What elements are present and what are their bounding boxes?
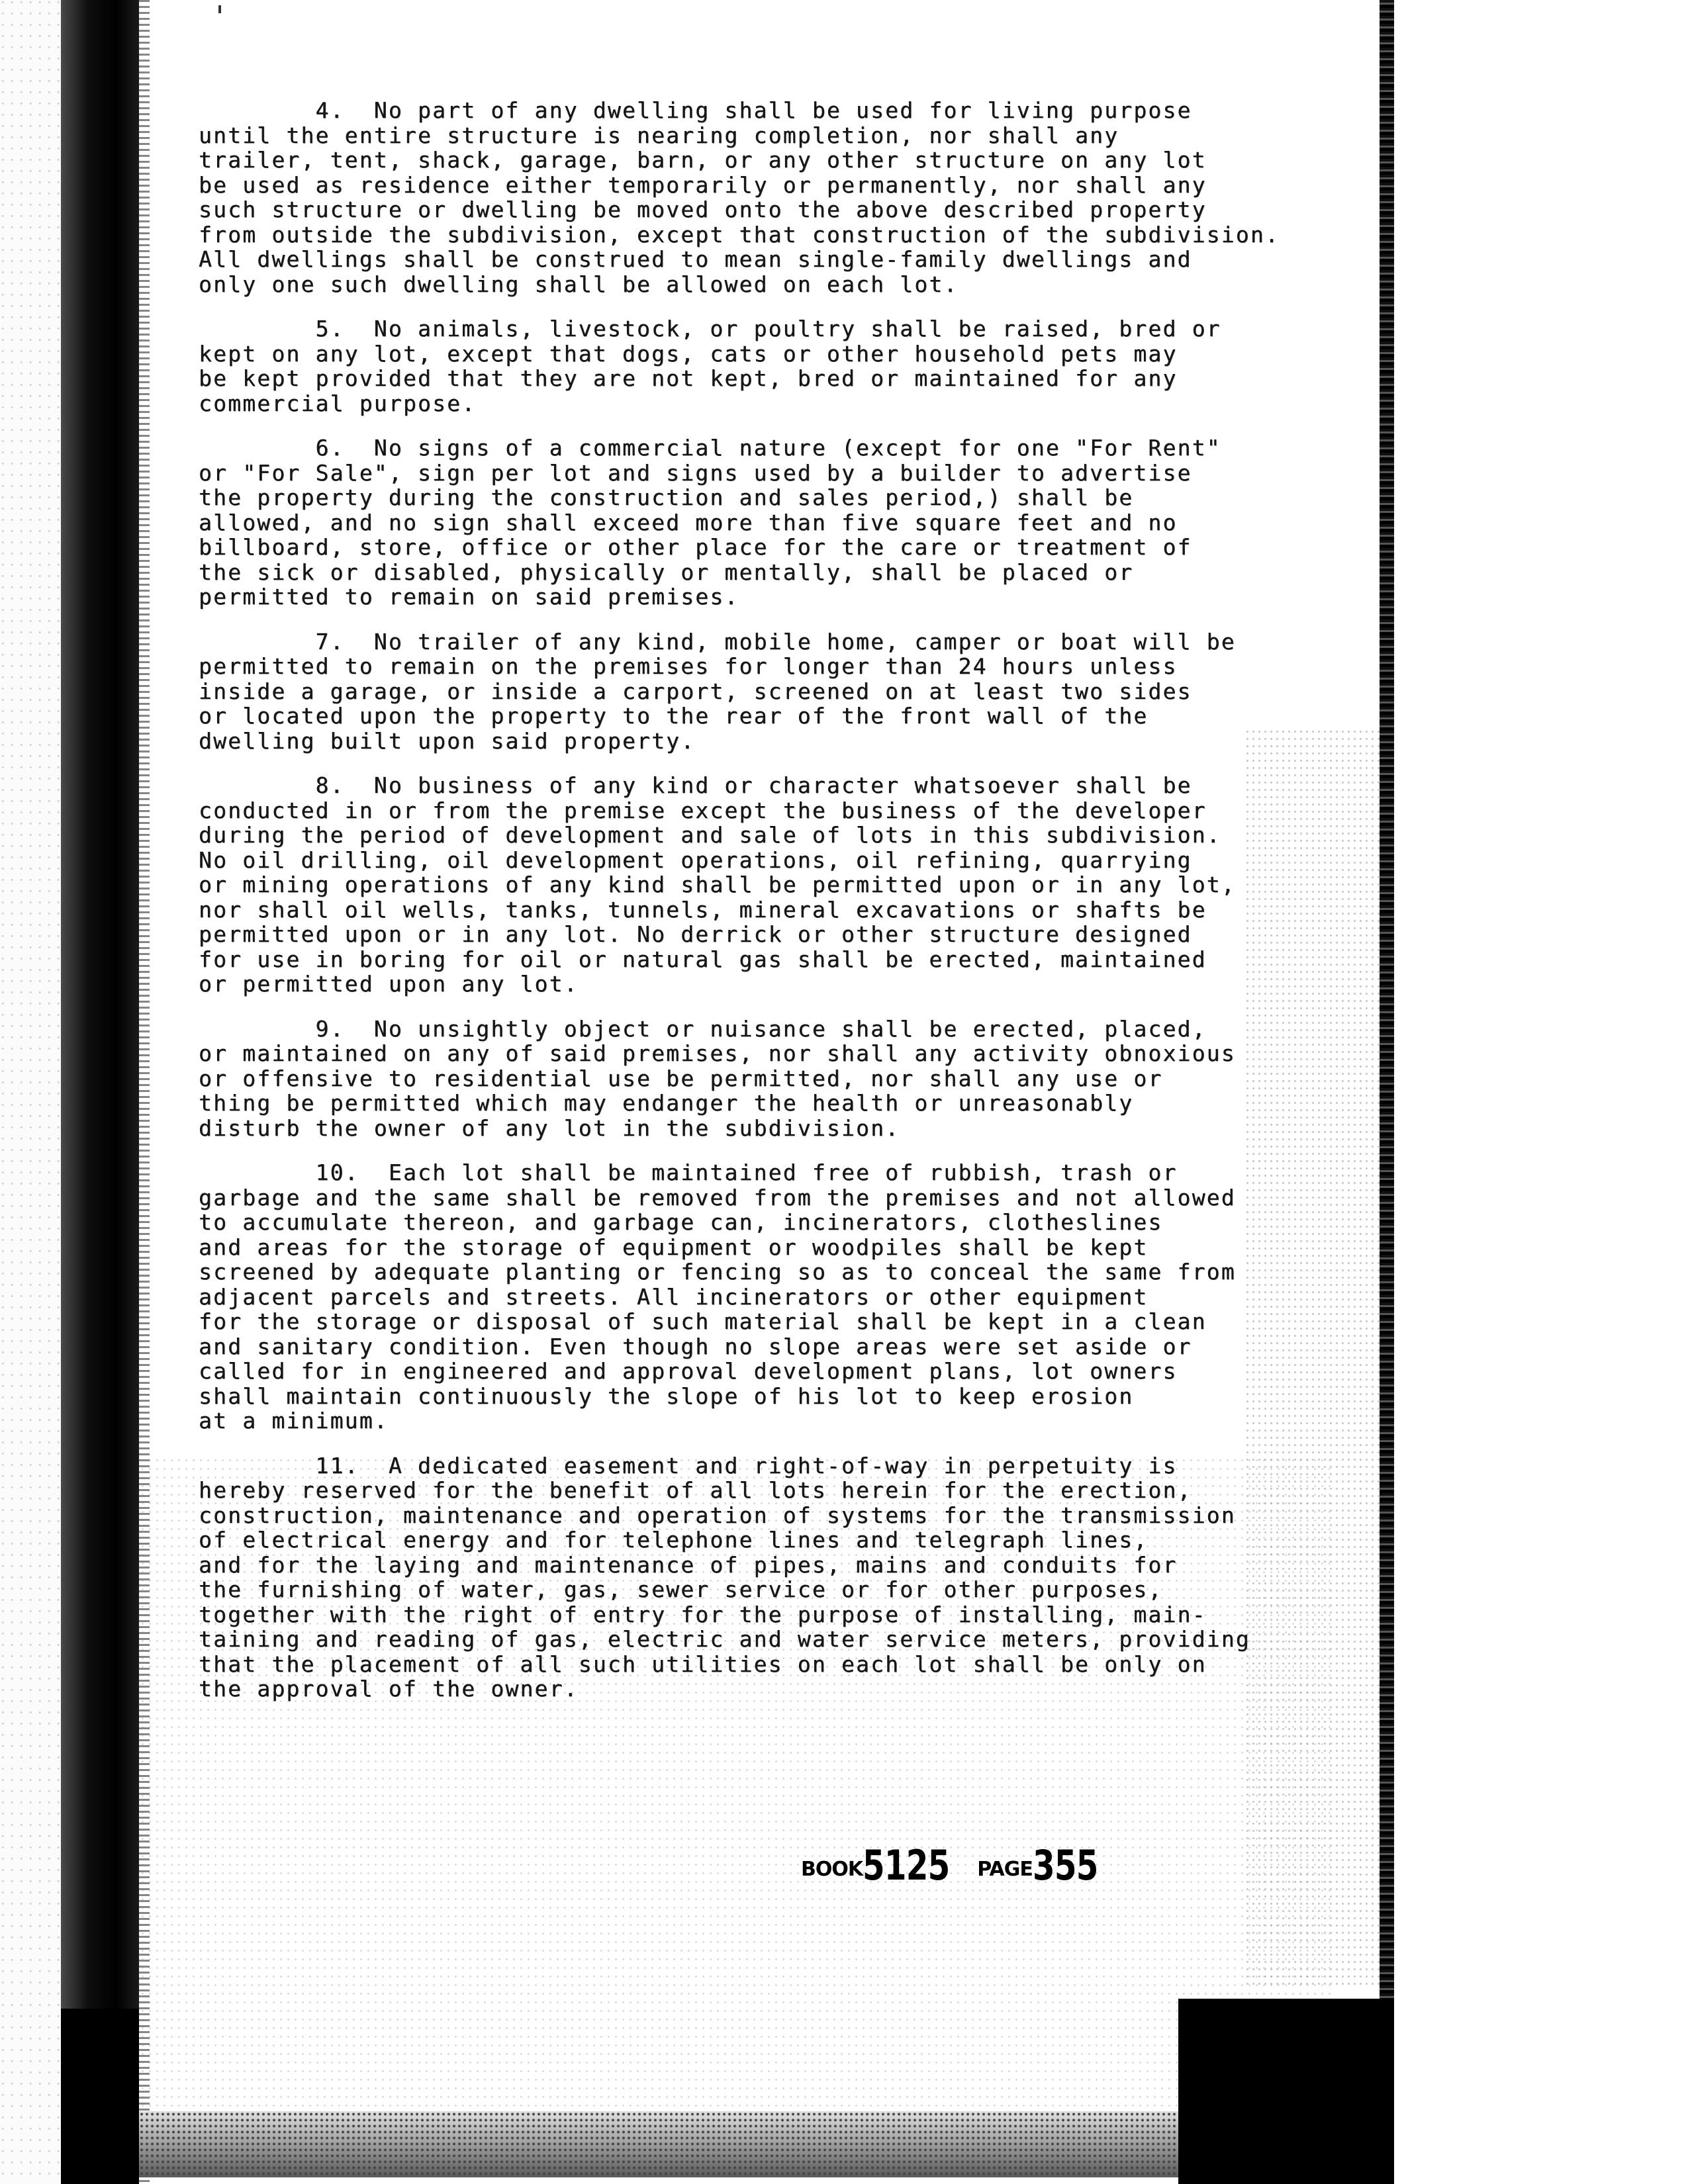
- page-label: PAGE: [977, 1858, 1033, 1881]
- text-line: allowed, and no sign shall exceed more than five square feet and no: [199, 509, 1178, 535]
- text-line: hereby reserved for the benefit of all lots herein for the erection,: [199, 1477, 1192, 1503]
- text-line: during the period of development and sale of lots in this subdivision.: [199, 822, 1221, 848]
- text-line: trailer, tent, shack, garage, barn, or any other structure on any lot: [199, 147, 1207, 173]
- text-line: and for the laying and maintenance of pipes, mains and conduits for: [199, 1551, 1178, 1578]
- text-line: dwelling built upon said property.: [199, 727, 696, 754]
- scan-corner-left: [61, 2009, 139, 2184]
- text-line: to accumulate thereon, and garbage can, incinerators, clotheslines: [199, 1209, 1163, 1235]
- text-line: taining and reading of gas, electric and water service meters, providing: [199, 1626, 1250, 1652]
- text-line: 10. Each lot shall be maintained free of rubbish, trash or: [199, 1160, 1178, 1185]
- text-line: or permitted upon any lot.: [199, 971, 579, 997]
- text-line: kept on any lot, except that dogs, cats or other household pets may: [199, 340, 1178, 367]
- text-line: inside a garage, or inside a carport, screened on at least two sides: [199, 678, 1192, 704]
- page-number: 355: [1032, 1841, 1098, 1889]
- text-line: or located upon the property to the rear of the front wall of the: [199, 703, 1149, 729]
- paragraph-3: [199, 435, 1297, 610]
- text-line: 9. No unsightly object or nuisance shall be erected, placed,: [199, 1015, 1207, 1042]
- text-line: the furnishing of water, gas, sewer service or for other purposes,: [199, 1576, 1163, 1602]
- text-line: nor shall oil wells, tanks, tunnels, mineral excavations or shafts be: [199, 896, 1207, 923]
- paragraph-2: [199, 316, 1297, 416]
- text-line: the property during the construction and sales period,) shall be: [199, 484, 1134, 510]
- text-line: commercial purpose.: [199, 390, 477, 416]
- scan-mark: [218, 5, 221, 13]
- document-body: [199, 98, 1297, 1721]
- text-line: be used as residence either temporarily or permanently, nor shall any: [199, 171, 1207, 198]
- text-line: disturb the owner of any lot in the subdivision.: [199, 1115, 900, 1141]
- scan-margin: [0, 0, 61, 2184]
- text-line: conducted in or from the premise except the business of the developer: [199, 797, 1207, 823]
- text-line: that the placement of all such utilities on each lot shall be only on: [199, 1651, 1207, 1677]
- text-line: of electrical energy and for telephone lines and telegraph lines,: [199, 1527, 1149, 1553]
- scan-corner-right: [1178, 1999, 1394, 2184]
- paragraph-6: [199, 1017, 1297, 1141]
- paragraph-5: [199, 773, 1297, 997]
- text-line: garbage and the same shall be removed from the premises and not allowed: [199, 1184, 1236, 1210]
- text-line: thing be permitted which may endanger the health or unreasonably: [199, 1090, 1134, 1116]
- book-label: BOOK: [801, 1858, 863, 1881]
- text-line: or "For Sale", sign per lot and signs used by a builder to advertise: [199, 459, 1192, 486]
- text-line: or maintained on any of said premises, nor shall any activity obnoxious: [199, 1040, 1236, 1066]
- paragraph-4: [199, 629, 1297, 754]
- text-line: and sanitary condition. Even though no slope areas were set aside or: [199, 1333, 1192, 1359]
- paragraph-7: [199, 1160, 1297, 1433]
- text-line: until the entire structure is nearing completion, nor shall any: [199, 122, 1119, 148]
- text-line: permitted to remain on the premises for longer than 24 hours unless: [199, 653, 1178, 679]
- scan-bottom-strip: [139, 2111, 1178, 2177]
- text-line: be kept provided that they are not kept, bred or maintained for any: [199, 365, 1178, 391]
- scan-right-edge: [1380, 0, 1394, 2184]
- paragraph-8: [199, 1453, 1297, 1702]
- text-line: permitted to remain on said premises.: [199, 584, 739, 610]
- text-line: for use in boring for oil or natural gas shall be erected, maintained: [199, 946, 1207, 972]
- text-line: 11. A dedicated easement and right-of-way in perpetuity is: [199, 1452, 1178, 1479]
- text-line: only one such dwelling shall be allowed on each lot.: [199, 271, 959, 297]
- text-line: together with the right of entry for the purpose of installing, main-: [199, 1601, 1207, 1627]
- text-line: 6. No signs of a commercial nature (except for one "For Rent": [199, 435, 1221, 461]
- text-line: All dwellings shall be construed to mean single-family dwellings and: [199, 246, 1192, 272]
- text-line: and areas for the storage of equipment or woodpiles shall be kept: [199, 1234, 1149, 1260]
- text-line: the approval of the owner.: [199, 1676, 579, 1702]
- text-line: No oil drilling, oil development operations, oil refining, quarrying: [199, 846, 1192, 873]
- text-line: billboard, store, office or other place for the care or treatment of: [199, 534, 1192, 560]
- text-line: such structure or dwelling be moved onto the above described property: [199, 197, 1207, 222]
- text-line: adjacent parcels and streets. All incinerators or other equipment: [199, 1283, 1149, 1310]
- text-line: 7. No trailer of any kind, mobile home, camper or boat will be: [199, 628, 1236, 655]
- text-line: construction, maintenance and operation of systems for the transmission: [199, 1502, 1236, 1528]
- text-line: 8. No business of any kind or character whatsoever shall be: [199, 772, 1192, 798]
- text-line: called for in engineered and approval development plans, lot owners: [199, 1358, 1178, 1384]
- text-line: 4. No part of any dwelling shall be used for living purpose: [199, 97, 1192, 123]
- text-line: the sick or disabled, physically or mentally, shall be placed or: [199, 559, 1134, 585]
- paragraph-1: [199, 98, 1297, 296]
- text-line: 5. No animals, livestock, or poultry shall be raised, bred or: [199, 316, 1221, 341]
- text-line: from outside the subdivision, except that construction of the subdivision.: [199, 221, 1280, 248]
- recording-stamp: [801, 1841, 1116, 1889]
- text-line: at a minimum.: [199, 1408, 389, 1433]
- text-line: or offensive to residential use be permitted, nor shall any use or: [199, 1065, 1163, 1091]
- text-line: for the storage or disposal of such material shall be kept in a clean: [199, 1308, 1207, 1334]
- text-line: shall maintain continuously the slope of his lot to keep erosion: [199, 1383, 1134, 1409]
- book-number: 5125: [863, 1841, 950, 1889]
- scan-binding-edge: [61, 0, 139, 2184]
- text-line: or mining operations of any kind shall be permitted upon or in any lot,: [199, 872, 1236, 897]
- text-line: permitted upon or in any lot. No derrick or other structure designed: [199, 921, 1192, 947]
- text-line: screened by adequate planting or fencing so as to conceal the same from: [199, 1259, 1236, 1285]
